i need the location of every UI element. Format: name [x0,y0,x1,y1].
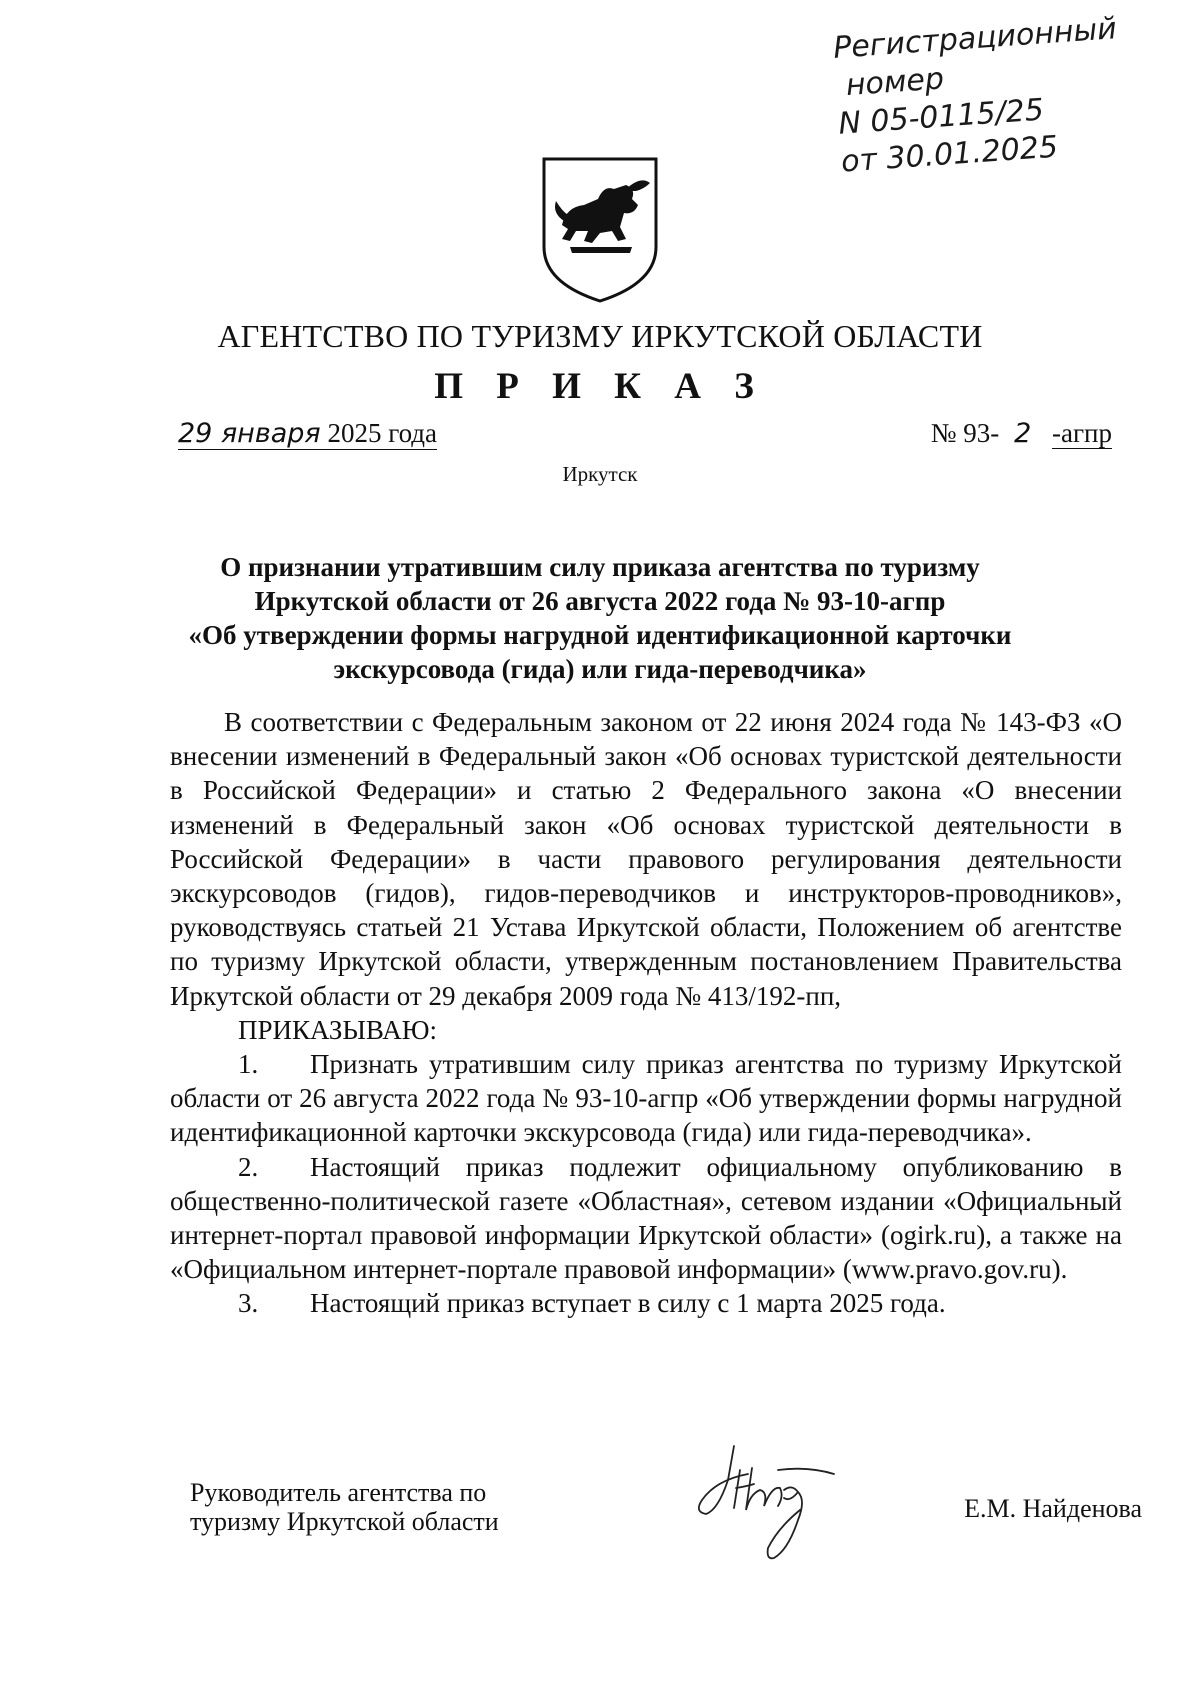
order-number-prefix: № 93- [930,418,1000,448]
registration-note [832,9,1142,182]
signatory-title-line: туризму Иркутской области [190,1507,499,1536]
order-number [931,418,1112,449]
document-title-line: Иркутской области от 26 августа 2022 года № 93-10-агпр [254,586,946,616]
registration-note-date: от 30.01.2025 [840,129,1060,180]
document-title-line: экскурсовода (гида) или гида-переводчика» [333,654,867,684]
document-body [170,705,1122,1321]
registration-note-line: номер [844,61,946,104]
order-item [170,1047,1122,1150]
document-title-line: «Об утверждении формы нагрудной идентификационной карточки [188,620,1012,650]
order-item-text: Настоящий приказ подлежит официальному опубликованию в общественно-политической газете «Областная», сетевом издании «Официальный интернет-портал правовой информации Иркутской области» (ogirk.ru), а также на «Официальном интернет-портале правовой информации» (www.pravo.gov.ru). [170,1151,1122,1285]
order-number-handwritten: 2 [1014,418,1032,449]
registration-note-number: N 05-0115/25 [837,92,1045,142]
order-item [170,1286,1122,1320]
order-date [178,418,437,449]
document-type: П Р И К А З [434,366,766,407]
order-number-suffix: -агпр [1052,418,1112,448]
order-item-number: 1. [238,1049,259,1080]
order-item-number: 2. [238,1151,259,1182]
signatory-title-line: Руководитель агентства по [190,1478,487,1507]
signatory-title [190,1478,499,1536]
coat-of-arms-emblem [540,155,660,305]
registration-note-line: Регистрационный [832,11,1118,66]
handwritten-signature [688,1440,838,1570]
document-title-line: О признании утратившим силу приказа агентства по туризму [220,552,980,582]
order-word: ПРИКАЗЫВАЮ: [238,1014,437,1045]
signatory-name: Е.М. Найденова [964,1494,1142,1523]
agency-name: АГЕНТСТВО ПО ТУРИЗМУ ИРКУТСКОЙ ОБЛАСТИ [217,318,983,354]
order-date-handwritten: 29 января [178,418,321,449]
order-item-text: Признать утратившим силу приказ агентства по туризму Иркутской области от 26 августа 2022 года № 93-10-агпр «Об утверждении формы нагрудной идентификационной карточки экскурсовода (гида) или гида-переводчика». [170,1049,1122,1148]
order-item [170,1150,1122,1287]
city: Иркутск [562,462,638,486]
order-item-text: Настоящий приказ вступает в силу с 1 марта 2025 года. [310,1288,946,1319]
document-title [150,550,1050,686]
order-date-year: 2025 года [327,418,438,448]
preamble-paragraph: В соответствии с Федеральным законом от 22 июня 2024 года № 143-ФЗ «О внесении изменений в Федеральный закон «Об основах туристской деятельности в Российской Федерации» и статью 2 Федерального закона «О внесении изменений в Федеральный закон «Об основах туристской деятельности в Российской Федерации» в части правового регулирования деятельности экскурсоводов (гидов), гидов-переводчиков и инструкторов-проводников», руководствуясь статьей 21 Устава Иркутской области, Положением об агентстве по туризму Иркутской области, утвержденным постановлением Правительства Иркутской области от 29 декабря 2009 года № 413/192-пп, [170,707,1122,1011]
order-item-number: 3. [238,1288,259,1319]
